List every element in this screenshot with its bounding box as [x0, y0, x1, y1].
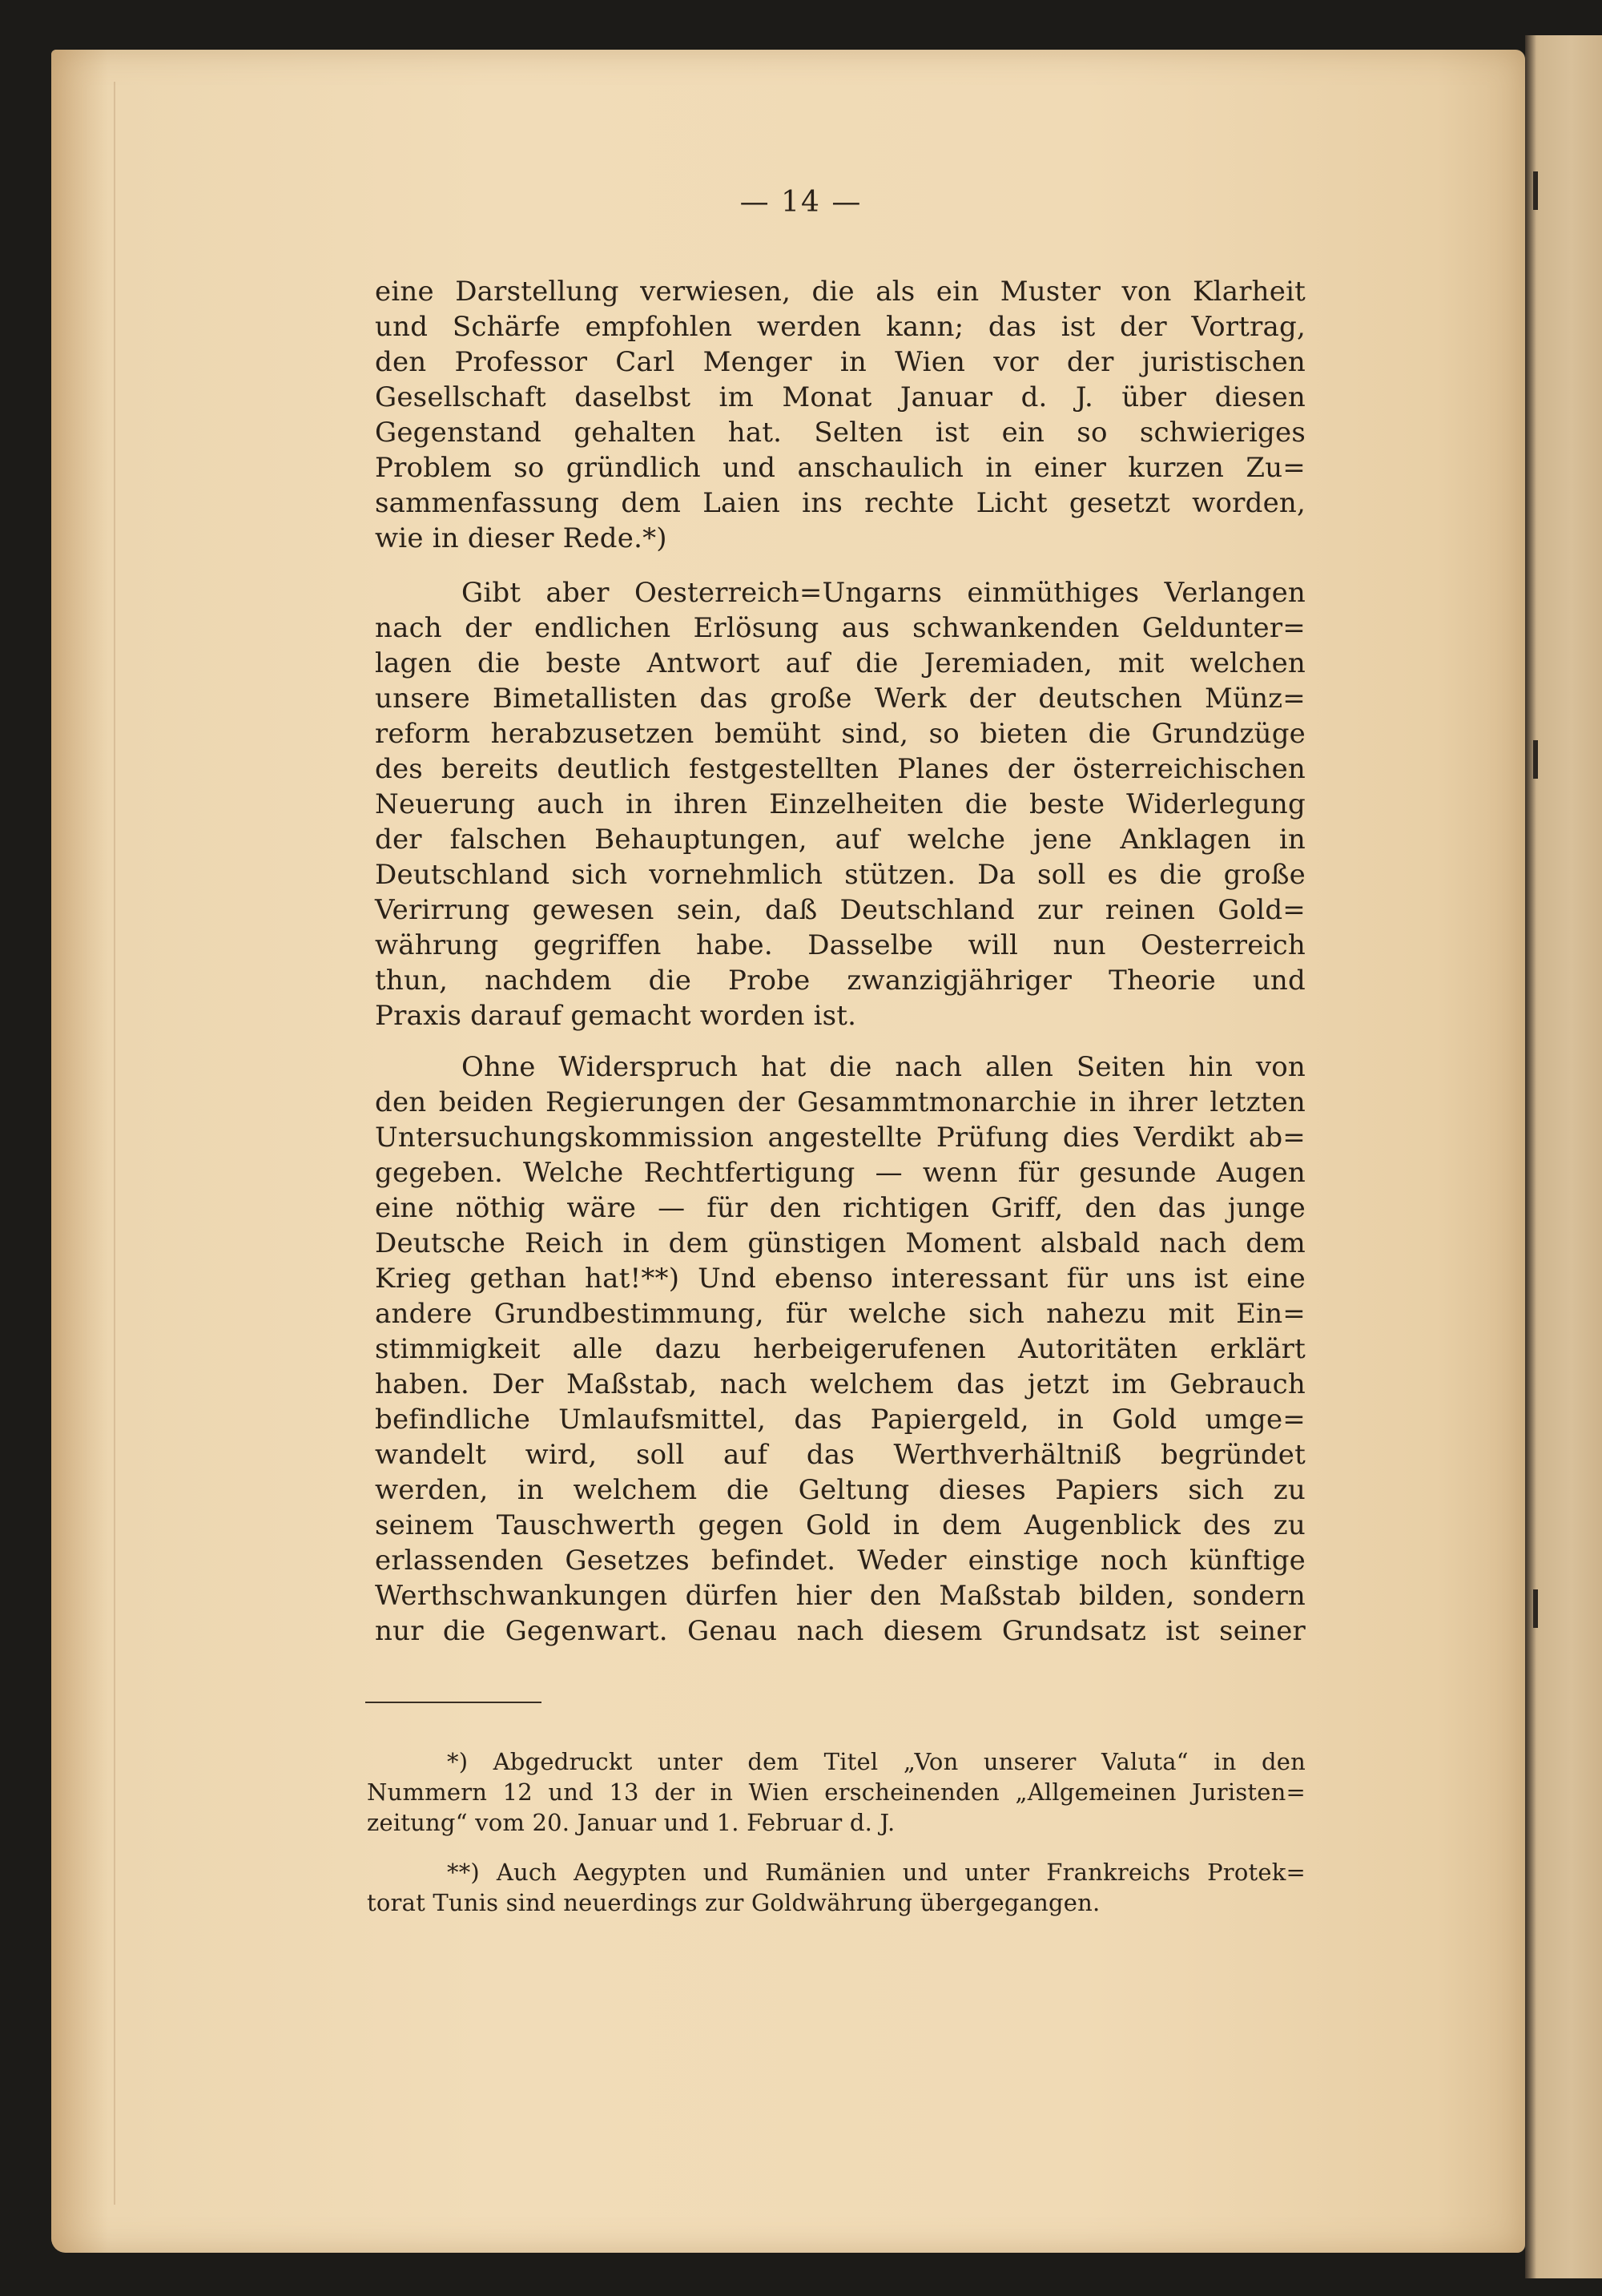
- text-line: wandelt wird, soll auf das Werthverhältniß begründet: [375, 1439, 1306, 1471]
- paragraph-2: [375, 575, 1306, 1033]
- text-line: eine nöthig wäre — für den richtigen Griff, den das junge: [375, 1192, 1306, 1224]
- text-line: Untersuchungskommission angestellte Prüfung dies Verdikt ab=: [375, 1122, 1306, 1154]
- text-line: eine Darstellung verwiesen, die als ein Muster von Klarheit: [375, 276, 1306, 308]
- text-line: seinem Tauschwerth gegen Gold in dem Augenblick des zu: [375, 1509, 1306, 1541]
- footnote-line: *) Abgedruckt unter dem Titel „Von unserer Valuta“ in den: [447, 1748, 1306, 1775]
- text-line: Gesellschaft daselbst im Monat Januar d. J. über diesen: [375, 381, 1306, 413]
- text-line: sammenfassung dem Laien ins rechte Licht gesetzt worden,: [375, 487, 1306, 519]
- text-line: Ohne Widerspruch hat die nach allen Seiten hin von: [461, 1051, 1306, 1083]
- text-line: gegeben. Welche Rechtfertigung — wenn für gesunde Augen: [375, 1157, 1306, 1189]
- text-line: des bereits deutlich festgestellten Planes der österreichischen: [375, 753, 1306, 785]
- text-line: den beiden Regierungen der Gesammtmonarchie in ihrer letzten: [375, 1086, 1306, 1118]
- paragraph-3: [375, 1049, 1306, 1649]
- adjacent-page-edge: [1525, 35, 1602, 2278]
- text-line: der falschen Behauptungen, auf welche jene Anklagen in: [375, 824, 1306, 856]
- footnote-line: torat Tunis sind neuerdings zur Goldwährung übergegangen.: [367, 1889, 1101, 1916]
- footnote-line: Nummern 12 und 13 der in Wien erscheinenden „Allgemeinen Juristen=: [367, 1778, 1306, 1806]
- text-line: Verirrung gewesen sein, daß Deutschland zur reinen Gold=: [375, 894, 1306, 926]
- text-line: Problem so gründlich und anschaulich in einer kurzen Zu=: [375, 452, 1306, 484]
- text-line: lagen die beste Antwort auf die Jeremiaden, mit welchen: [375, 647, 1306, 679]
- paragraph-1: [375, 274, 1306, 556]
- text-line: haben. Der Maßstab, nach welchem das jetzt im Gebrauch: [375, 1368, 1306, 1400]
- page-edge-stain: [51, 50, 107, 2253]
- footnote-line: zeitung“ vom 20. Januar und 1. Februar d. J.: [367, 1809, 896, 1836]
- footnote-2: [367, 1857, 1306, 1918]
- text-line: wie in dieser Rede.*): [375, 522, 667, 554]
- text-line: Gibt aber Oesterreich=Ungarns einmüthiges Verlangen: [461, 577, 1306, 609]
- text-line: werden, in welchem die Geltung dieses Papiers sich zu: [375, 1474, 1306, 1506]
- text-line: thun, nachdem die Probe zwanzigjähriger Theorie und: [375, 965, 1306, 997]
- text-line: stimmigkeit alle dazu herbeigerufenen Autoritäten erklärt: [375, 1333, 1306, 1365]
- text-line: befindliche Umlaufsmittel, das Papiergeld, in Gold umge=: [375, 1404, 1306, 1436]
- text-line: Krieg gethan hat!**) Und ebenso interessant für uns ist eine: [375, 1263, 1306, 1295]
- edge-mark: [1533, 740, 1538, 779]
- text-line: Gegenstand gehalten hat. Selten ist ein so schwieriges: [375, 417, 1306, 449]
- text-line: währung gegriffen habe. Dasselbe will nun Oesterreich: [375, 929, 1306, 961]
- text-line: andere Grundbestimmung, für welche sich nahezu mit Ein=: [375, 1298, 1306, 1330]
- page-fold-line: [114, 82, 115, 2205]
- text-line: erlassenden Gesetzes befindet. Weder einstige noch künftige: [375, 1545, 1306, 1577]
- footnote-1: [367, 1746, 1306, 1838]
- text-line: Deutsche Reich in dem günstigen Moment alsbald nach dem: [375, 1227, 1306, 1259]
- text-line: Praxis darauf gemacht worden ist.: [375, 1000, 857, 1032]
- text-line: Deutschland sich vornehmlich stützen. Da soll es die große: [375, 859, 1306, 891]
- text-line: nach der endlichen Erlösung aus schwankenden Geldunter=: [375, 612, 1306, 644]
- text-line: Werthschwankungen dürfen hier den Maßstab bilden, sondern: [375, 1580, 1306, 1612]
- footnote-separator: [365, 1702, 541, 1703]
- text-line: nur die Gegenwart. Genau nach diesem Grundsatz ist seiner: [375, 1615, 1306, 1647]
- text-line: reform herabzusetzen bemüht sind, so bieten die Grundzüge: [375, 718, 1306, 750]
- text-line: und Schärfe empfohlen werden kann; das ist der Vortrag,: [375, 311, 1306, 343]
- text-line: den Professor Carl Menger in Wien vor der juristischen: [375, 346, 1306, 378]
- edge-mark: [1533, 1589, 1538, 1628]
- book-gutter-shadow: [1525, 35, 1536, 2278]
- page-number: — 14 —: [739, 186, 863, 219]
- footnote-line: **) Auch Aegypten und Rumänien und unter Frankreichs Protek=: [447, 1859, 1306, 1886]
- text-line: unsere Bimetallisten das große Werk der deutschen Münz=: [375, 683, 1306, 715]
- text-line: Neuerung auch in ihren Einzelheiten die beste Widerlegung: [375, 788, 1306, 820]
